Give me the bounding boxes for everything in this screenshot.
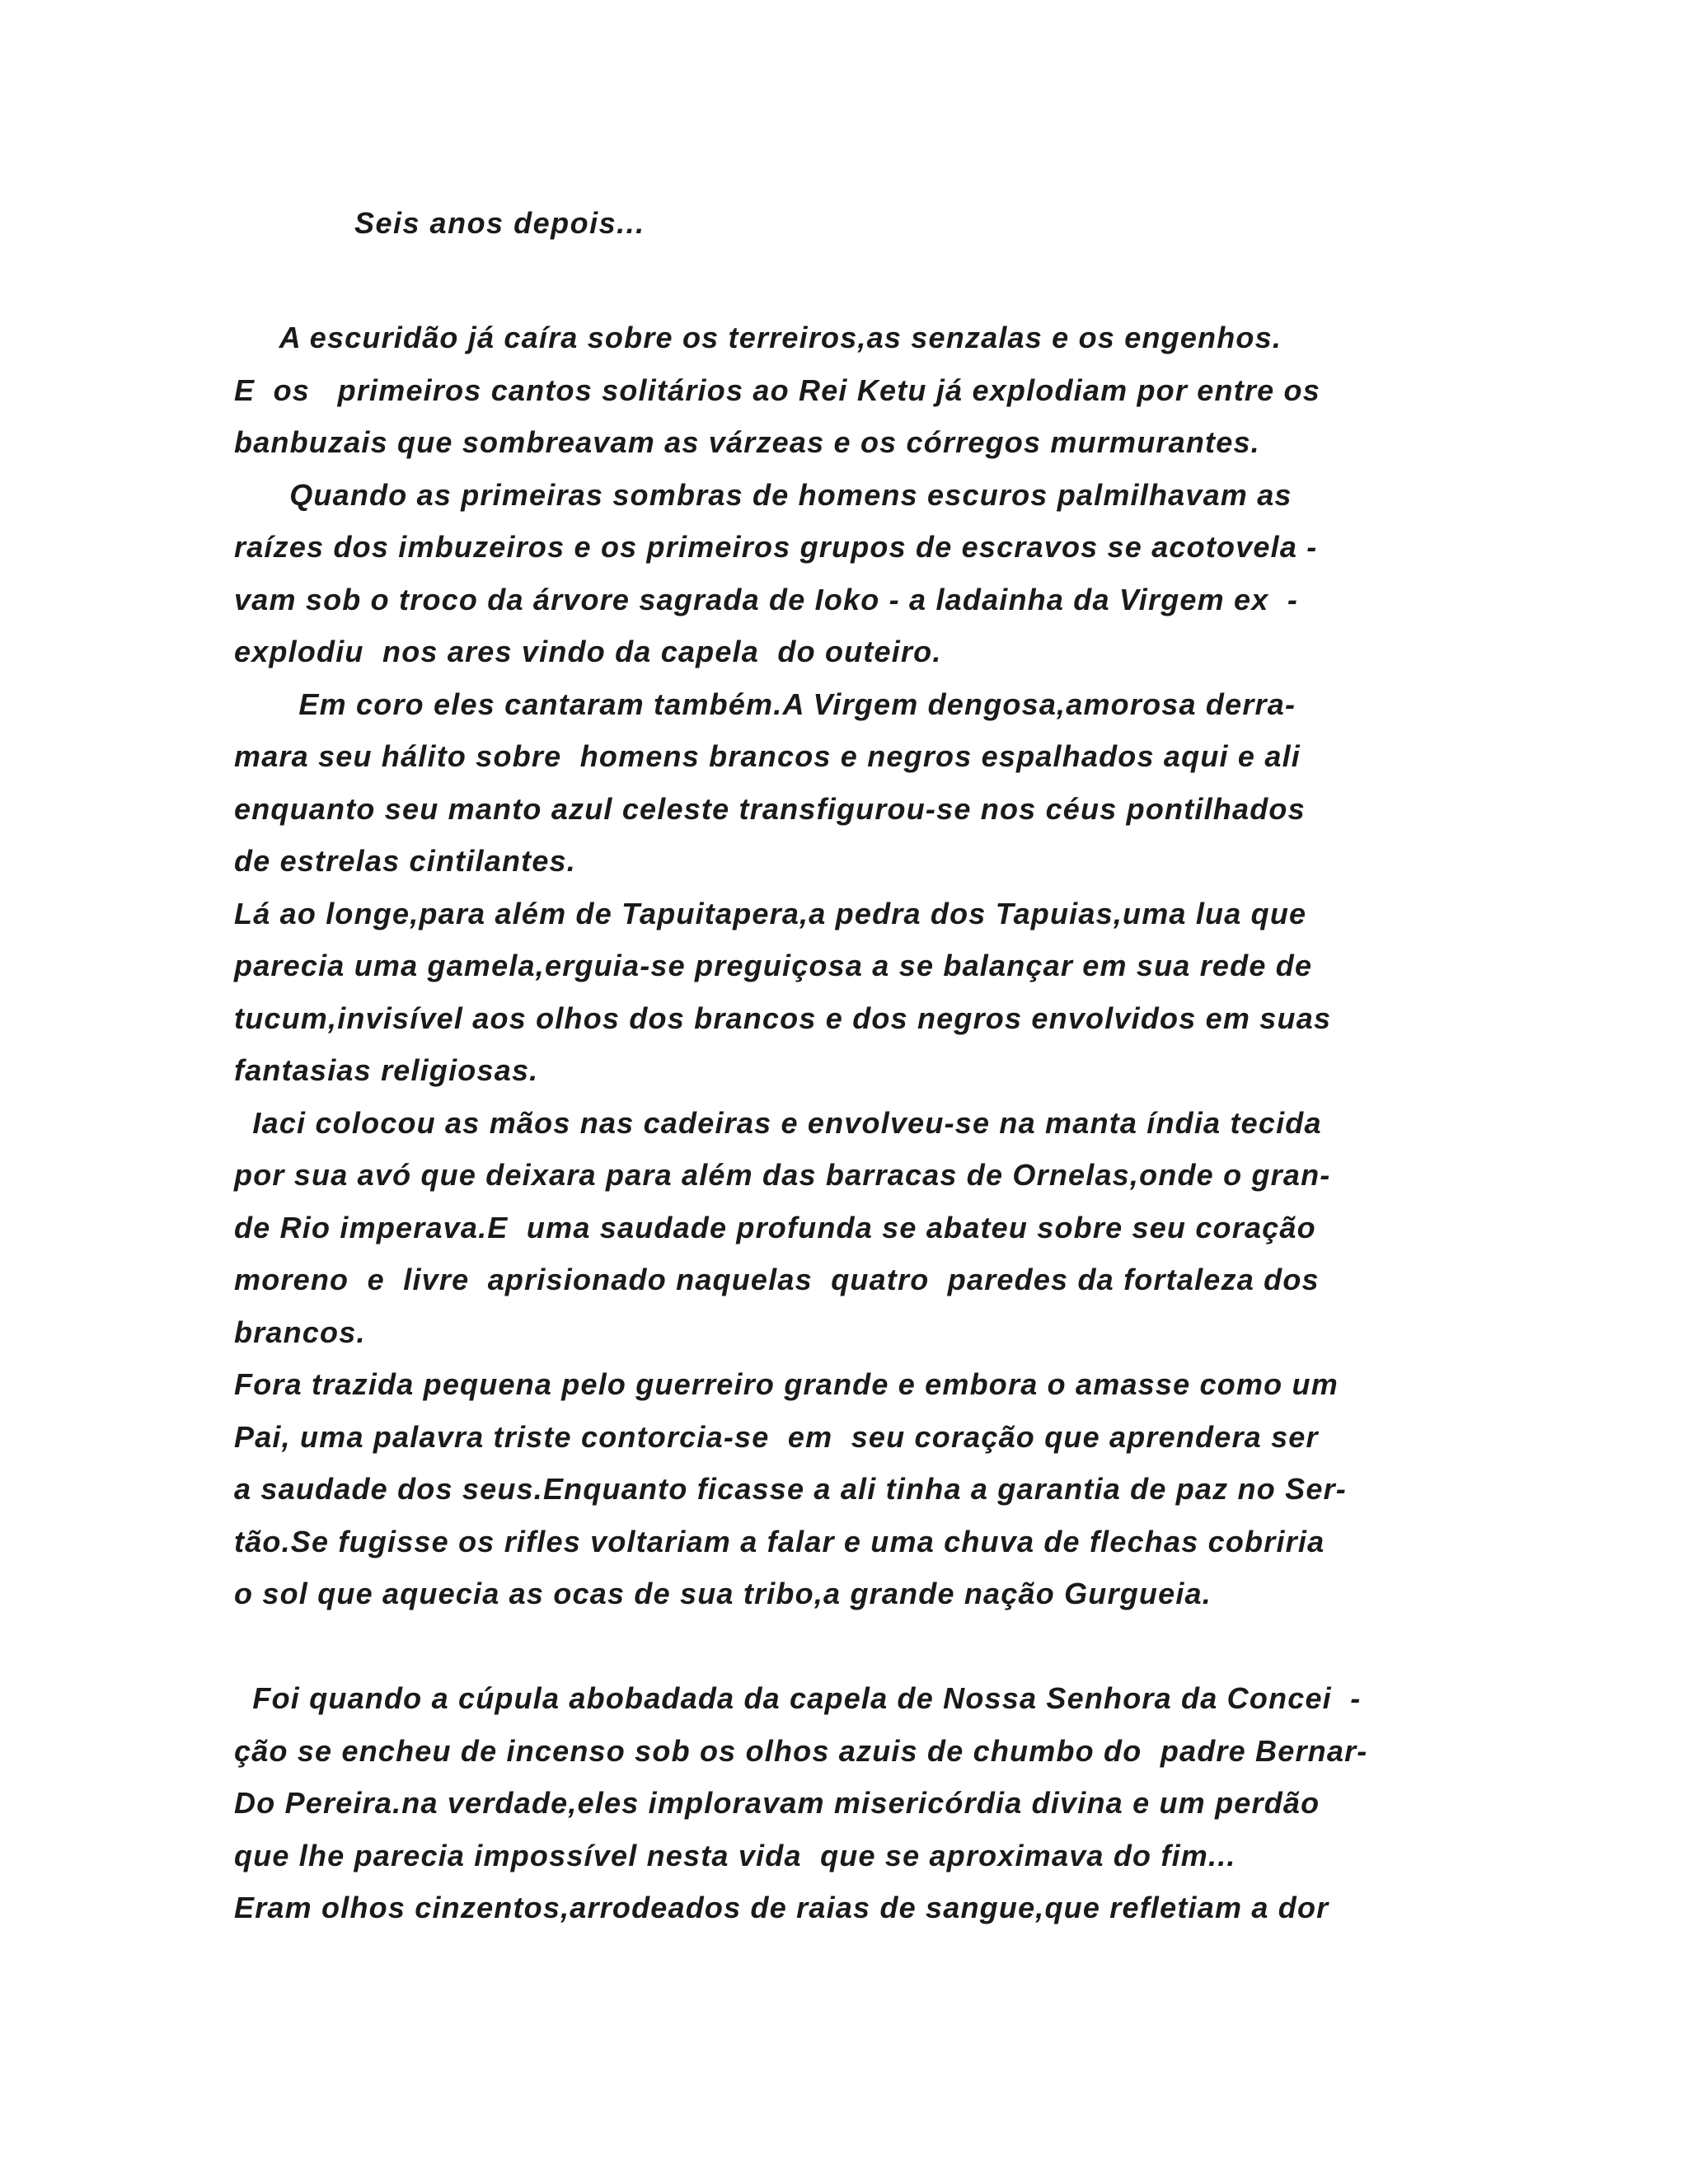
text-line: brancos. (234, 1315, 366, 1349)
text-line: Fora trazida pequena pelo guerreiro grande e embora o amasse como um (234, 1367, 1339, 1401)
paragraph-break (234, 1620, 1470, 1673)
text-line: explodiu nos ares vindo da capela do outeiro. (234, 635, 942, 668)
text-line: ção se encheu de incenso sob os olhos azuis de chumbo do padre Bernar- (234, 1733, 1368, 1768)
text-line: parecia uma gamela,erguia-se preguiçosa a se balançar em sua rede de (234, 949, 1313, 982)
text-line: de Rio imperava.E uma saudade profunda se abateu sobre seu coração (234, 1210, 1316, 1244)
text-line: tão.Se fugisse os rifles voltariam a falar e uma chuva de flechas cobriria (234, 1524, 1325, 1558)
text-line: o sol que aquecia as ocas de sua tribo,a grande nação Gurgueia. (234, 1577, 1212, 1610)
text-line: Em coro eles cantaram também.A Virgem dengosa,amorosa derra- (234, 687, 1296, 721)
text-line: Pai, uma palavra triste contorcia-se em seu coração que aprendera ser (234, 1419, 1319, 1454)
text-line: moreno e livre aprisionado naquelas quatro paredes da fortaleza dos (234, 1263, 1320, 1296)
text-line: Foi quando a cúpula abobadada da capela de Nossa Senhora da Concei - (234, 1681, 1362, 1715)
text-line: por sua avó que deixara para além das barracas de Ornelas,onde o gran- (234, 1158, 1331, 1192)
body-text (234, 312, 1470, 1934)
text-line: Eram olhos cinzentos,arrodeados de raias de sangue,que refletiam a dor (234, 1891, 1329, 1924)
text-line: fantasias religiosas. (234, 1053, 539, 1087)
section-heading: Seis anos depois... (354, 206, 645, 240)
text-line: vam sob o troco da árvore sagrada de Ioko - a ladainha da Virgem ex - (234, 582, 1299, 616)
text-line: mara seu hálito sobre homens brancos e negros espalhados aqui e ali (234, 739, 1301, 773)
text-line: Do Pereira.na verdade,eles imploravam misericórdia divina e um perdão (234, 1786, 1320, 1820)
text-line: Lá ao longe,para além de Tapuitapera,a pedra dos Tapuias,uma lua que (234, 896, 1307, 930)
text-line: que lhe parecia impossível nesta vida que se aproximava do fim... (234, 1838, 1236, 1872)
text-line: Quando as primeiras sombras de homens escuros palmilhavam as (234, 477, 1292, 512)
text-line: de estrelas cintilantes. (234, 844, 576, 878)
text-line: A escuridão já caíra sobre os terreiros,as senzalas e os engenhos. (234, 321, 1282, 354)
text-line: raízes dos imbuzeiros e os primeiros grupos de escravos se acotovela - (234, 530, 1318, 564)
text-line: a saudade dos seus.Enquanto ficasse a ali tinha a garantia de paz no Ser- (234, 1472, 1347, 1506)
text-line: tucum,invisível aos olhos dos brancos e dos negros envolvidos em suas (234, 1001, 1332, 1035)
text-line: Iaci colocou as mãos nas cadeiras e envolveu-se na manta índia tecida (234, 1105, 1322, 1140)
text-line: E os primeiros cantos solitários ao Rei Ketu já explodiam por entre os (234, 373, 1320, 407)
text-line: banbuzais que sombreavam as várzeas e os córregos murmurantes. (234, 425, 1260, 459)
text-line: enquanto seu manto azul celeste transfigurou-se nos céus pontilhados (234, 791, 1306, 826)
